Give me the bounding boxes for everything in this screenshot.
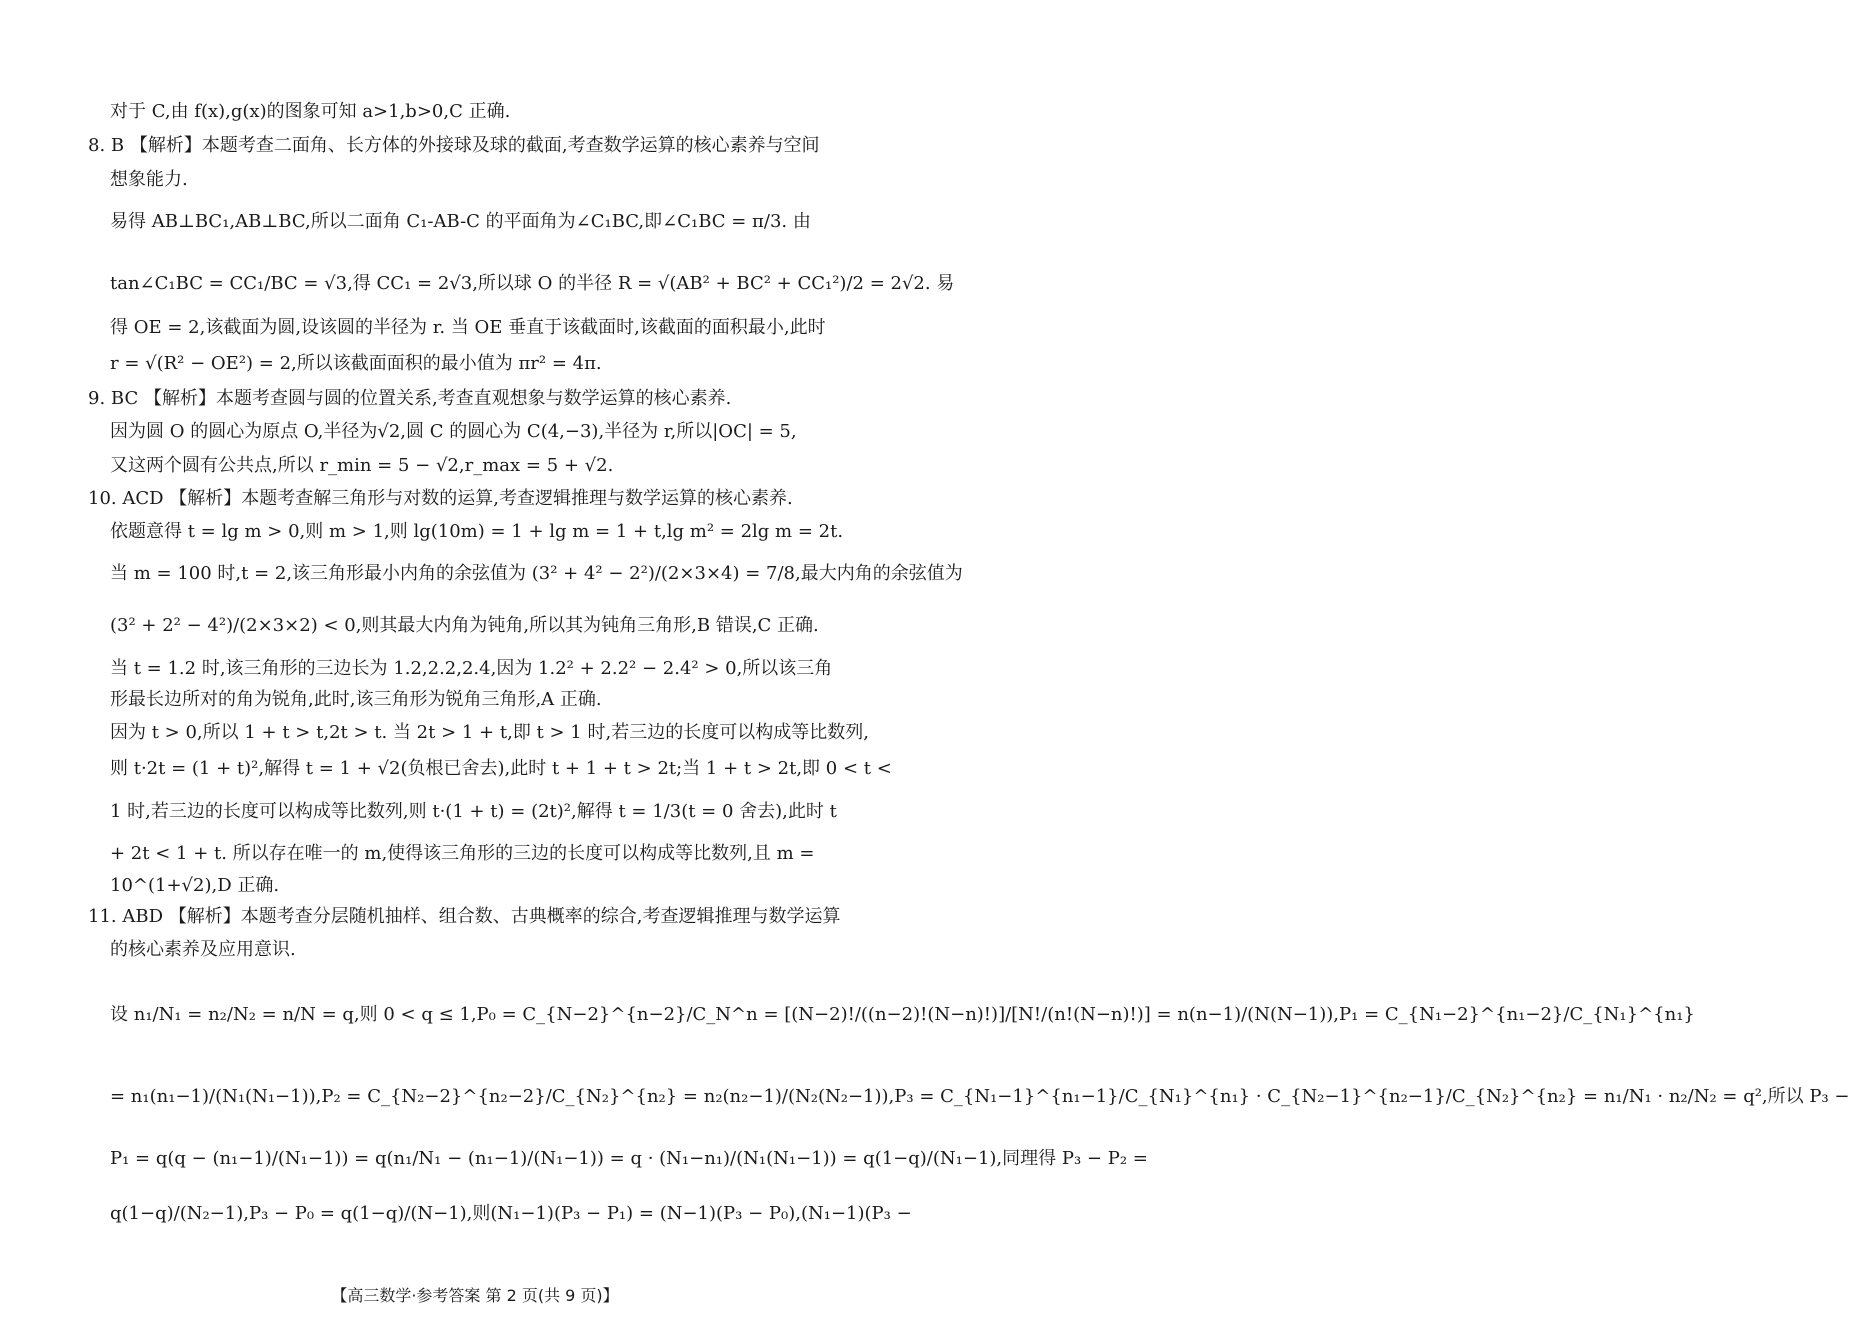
answer-text-line: (3² + 2² − 4²)/(2×3×2) < 0,则其最大内角为钝角,所以其为钝角三角形,B 错误,C 正确. (110, 615, 819, 636)
answer-text-line: 想象能力. (110, 169, 188, 190)
question-heading: 10. ACD 【解析】本题考查解三角形与对数的运算,考查逻辑推理与数学运算的核心素养. (88, 488, 793, 509)
answer-text-line: 当 t = 1.2 时,该三角形的三边长为 1.2,2.2,2.4,因为 1.2² + 2.2² − 2.4² > 0,所以该三角 (110, 658, 833, 679)
answer-text-line: 1 时,若三边的长度可以构成等比数列,则 t·(1 + t) = (2t)²,解得 t = 1/3(t = 0 舍去),此时 t (110, 801, 837, 822)
answer-text-line: 则 t·2t = (1 + t)²,解得 t = 1 + √2(负根已舍去),此时 t + 1 + t > 2t;当 1 + t > 2t,即 0 < t < (110, 758, 892, 779)
answer-text-line: P₁ = q(q − (n₁−1)/(N₁−1)) = q(n₁/N₁ − (n₁−1)/(N₁−1)) = q · (N₁−n₁)/(N₁(N₁−1)) = q(1−q)/(N₁−1),同理得 P₃ − P₂ = (110, 1148, 1148, 1169)
answer-text-line: 得 OE = 2,该截面为圆,设该圆的半径为 r. 当 OE 垂直于该截面时,该截面的面积最小,此时 (110, 317, 826, 338)
answer-text-line: 因为 t > 0,所以 1 + t > t,2t > t. 当 2t > 1 + t,即 t > 1 时,若三边的长度可以构成等比数列, (110, 722, 869, 743)
question-heading: 9. BC 【解析】本题考查圆与圆的位置关系,考查直观想象与数学运算的核心素养. (88, 388, 732, 409)
answer-text-line: q(1−q)/(N₂−1),P₃ − P₀ = q(1−q)/(N−1),则(N₁−1)(P₃ − P₁) = (N−1)(P₃ − P₀),(N₁−1)(P₃ − (110, 1203, 912, 1224)
answer-text-line: 易得 AB⊥BC₁,AB⊥BC,所以二面角 C₁-AB-C 的平面角为∠C₁BC,即∠C₁BC = π/3. 由 (110, 211, 811, 232)
question-heading: 8. B 【解析】本题考查二面角、长方体的外接球及球的截面,考查数学运算的核心素养与空间 (88, 135, 820, 156)
answer-text-line: 设 n₁/N₁ = n₂/N₂ = n/N = q,则 0 < q ≤ 1,P₀ = C_{N−2}^{n−2}/C_N^n = [(N−2)!/((n−2)!(N−n)!)]/[N!/(n!(N−n)!)] = n(n−1)/(N(N−1)),P₁ = C_{N₁−2}^{n₁−2}/C_{N₁}^{n₁} (110, 1004, 1695, 1025)
answer-text-line: 当 m = 100 时,t = 2,该三角形最小内角的余弦值为 (3² + 4² − 2²)/(2×3×4) = 7/8,最大内角的余弦值为 (110, 563, 963, 584)
question-heading: 11. ABD 【解析】本题考查分层随机抽样、组合数、古典概率的综合,考查逻辑推理与数学运算 (88, 906, 841, 927)
answer-text-line: 10^(1+√2),D 正确. (110, 875, 280, 896)
answer-text-line: r = √(R² − OE²) = 2,所以该截面面积的最小值为 πr² = 4π. (110, 353, 602, 374)
answer-text-line: 的核心素养及应用意识. (110, 939, 296, 960)
answer-text-line: 对于 C,由 f(x),g(x)的图象可知 a>1,b>0,C 正确. (110, 101, 511, 122)
answer-text-line: 依题意得 t = lg m > 0,则 m > 1,则 lg(10m) = 1 + lg m = 1 + t,lg m² = 2lg m = 2t. (110, 521, 844, 542)
answer-text-line: 因为圆 O 的圆心为原点 O,半径为√2,圆 C 的圆心为 C(4,−3),半径为 r,所以|OC| = 5, (110, 421, 797, 442)
answer-text-line: 形最长边所对的角为锐角,此时,该三角形为锐角三角形,A 正确. (110, 689, 602, 710)
answer-text-line: tan∠C₁BC = CC₁/BC = √3,得 CC₁ = 2√3,所以球 O 的半径 R = √(AB² + BC² + CC₁²)/2 = 2√2. 易 (110, 273, 955, 294)
answer-text-line: = n₁(n₁−1)/(N₁(N₁−1)),P₂ = C_{N₂−2}^{n₂−2}/C_{N₂}^{n₂} = n₂(n₂−1)/(N₂(N₂−1)),P₃ = C_{N₁−1}^{n₁−1}/C_{N₁}^{n₁} · C_{N₂−1}^{n₂−1}/C_{N₂}^{n₂} = n₁/N₁ · n₂/N₂ = q²,所以 P₃ − (110, 1086, 1850, 1107)
page-footer: 【高三数学·参考答案 第 2 页(共 9 页)】 (331, 1286, 619, 1305)
answer-text-line: 又这两个圆有公共点,所以 r_min = 5 − √2,r_max = 5 + √2. (110, 455, 614, 476)
answer-text-line: + 2t < 1 + t. 所以存在唯一的 m,使得该三角形的三边的长度可以构成等比数列,且 m = (110, 843, 815, 864)
